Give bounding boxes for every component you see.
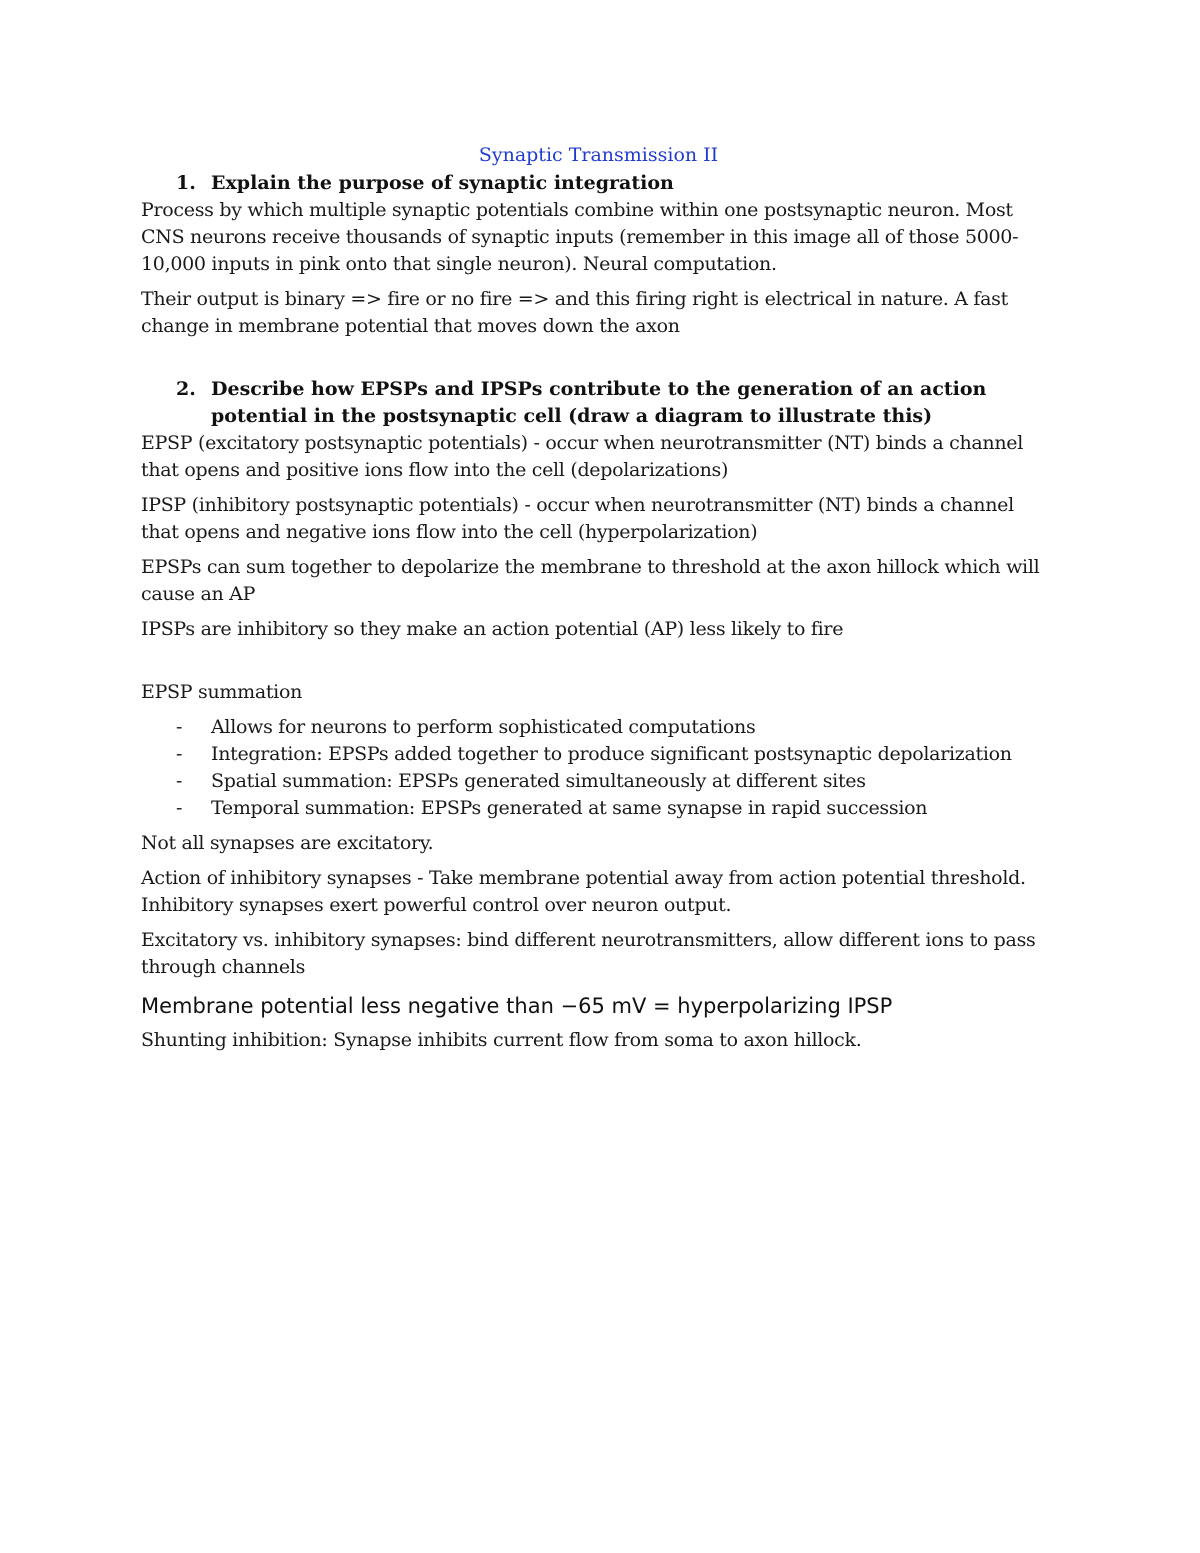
document-title: Synaptic Transmission II [478, 144, 719, 166]
dash-bullet: - [176, 743, 183, 765]
list-item-text: Spatial summation: EPSPs generated simultaneously at different sites [211, 770, 866, 792]
epsp-summation-note: EPSPs can sum together to depolarize the membrane to threshold at the axon hillock which will cause an AP [141, 556, 1040, 605]
list-item [141, 768, 1056, 795]
question-2-heading [141, 376, 1056, 430]
question-1-heading [141, 170, 1056, 197]
excitatory-vs-inhibitory: Excitatory vs. inhibitory synapses: bind different neurotransmitters, allow different ions to pass through channels [141, 929, 1036, 978]
not-all-excitatory: Not all synapses are excitatory. [141, 832, 434, 854]
list-item-text: Integration: EPSPs added together to produce significant postsynaptic depolarization [211, 743, 1012, 765]
inhibitory-action: Action of inhibitory synapses - Take membrane potential away from action potential threshold. Inhibitory synapses exert powerful control over neuron output. [141, 867, 1026, 916]
list-item-text: Allows for neurons to perform sophisticated computations [211, 716, 756, 738]
q1-paragraph-2: Their output is binary => fire or no fire => and this firing right is electrical in nature. A fast change in membrane potential that moves down the axon [141, 288, 1008, 337]
dash-bullet: - [176, 770, 183, 792]
dash-bullet: - [176, 797, 183, 819]
document-page [141, 140, 1056, 1062]
question-1-number: 1. [176, 172, 196, 194]
epsp-definition: EPSP (excitatory postsynaptic potentials) - occur when neurotransmitter (NT) binds a channel that opens and positive ions flow into the cell (depolarizations) [141, 432, 1024, 481]
membrane-potential-statement: Membrane potential less negative than −65 mV = hyperpolarizing IPSP [141, 994, 893, 1018]
question-1-text: Explain the purpose of synaptic integration [211, 172, 674, 194]
epsp-summation-heading: EPSP summation [141, 681, 303, 703]
list-item [141, 714, 1056, 741]
list-item [141, 795, 1056, 822]
section-spacer [141, 651, 1056, 679]
list-item-text: Temporal summation: EPSPs generated at same synapse in rapid succession [211, 797, 928, 819]
list-item [141, 741, 1056, 768]
question-2-number: 2. [176, 378, 196, 400]
section-spacer [141, 348, 1056, 376]
question-2-text: Describe how EPSPs and IPSPs contribute to the generation of an action potential in the postsynaptic cell (draw a diagram to illustrate this) [211, 378, 987, 427]
ipsp-inhibitory-note: IPSPs are inhibitory so they make an action potential (AP) less likely to fire [141, 618, 844, 640]
shunting-inhibition: Shunting inhibition: Synapse inhibits current flow from soma to axon hillock. [141, 1029, 862, 1051]
dash-bullet: - [176, 716, 183, 738]
q1-paragraph-1: Process by which multiple synaptic potentials combine within one postsynaptic neuron. Most CNS neurons receive thousands of synaptic inputs (remember in this image all of those 5000-10,000 inputs in pink onto that single neuron). Neural computation. [141, 199, 1019, 275]
summation-list [141, 714, 1056, 822]
ipsp-definition: IPSP (inhibitory postsynaptic potentials) - occur when neurotransmitter (NT) binds a channel that opens and negative ions flow into the cell (hyperpolarization) [141, 494, 1014, 543]
